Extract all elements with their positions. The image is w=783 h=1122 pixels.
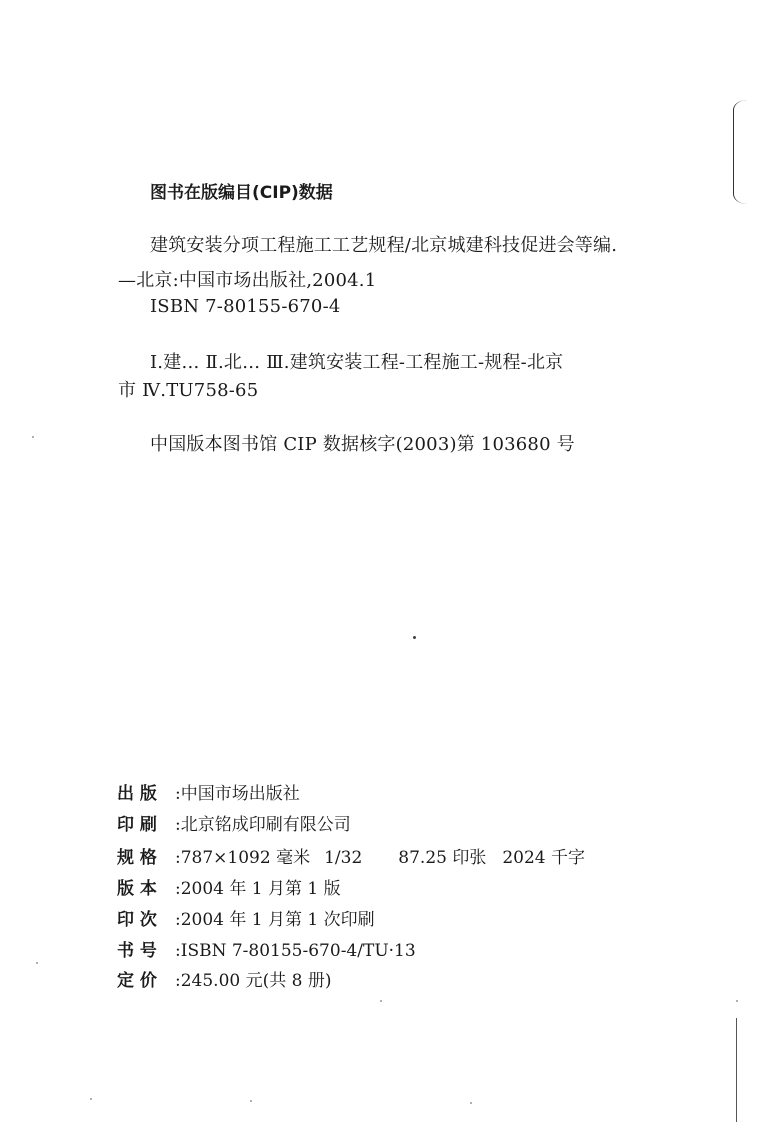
scan-speck	[380, 1000, 382, 1002]
scan-speck	[250, 1100, 252, 1102]
price-label: 定 价	[117, 971, 157, 991]
colophon-format	[117, 843, 585, 868]
colophon-printing	[117, 905, 375, 930]
printing-label: 印 次	[117, 910, 157, 930]
scan-speck	[736, 1000, 738, 1002]
scan-margin-bracket	[733, 100, 750, 204]
format-label: 规 格	[117, 848, 157, 868]
cip-title: 图书在版编目(CIP)数据	[150, 183, 333, 203]
format-value: :787×1092 毫米	[175, 848, 311, 868]
cip-subject-line: Ⅰ.建… Ⅱ.北… Ⅲ.建筑安装工程-工程施工-规程-北京	[150, 352, 564, 373]
colophon-edition	[117, 874, 341, 899]
scan-speck	[90, 1098, 92, 1100]
scan-edge-line	[736, 1018, 737, 1122]
edition-label: 版 本	[117, 879, 157, 899]
format-sheets: 87.25 印张	[398, 848, 487, 868]
publisher-value: :中国市场出版社	[175, 784, 300, 804]
colophon-publisher	[117, 779, 300, 804]
format-size: 1/32	[324, 848, 363, 868]
scan-speck	[32, 436, 34, 438]
scan-speck	[36, 962, 38, 964]
scan-speck	[470, 1102, 472, 1104]
price-value: :245.00 元(共 8 册)	[175, 971, 332, 991]
isbn-label: 书 号	[117, 941, 157, 961]
cip-publication-line: —北京:中国市场出版社,2004.1	[118, 270, 377, 291]
cip-classification-line: 市 Ⅳ.TU758-65	[118, 380, 259, 401]
colophon-isbn	[117, 936, 416, 961]
scan-dot	[413, 636, 416, 639]
cip-isbn-line: ISBN 7-80155-670-4	[150, 296, 341, 317]
colophon-price	[117, 966, 332, 991]
cip-book-title-line: 建筑安装分项工程施工工艺规程/北京城建科技促进会等编.	[150, 235, 618, 256]
printing-value: :2004 年 1 月第 1 次印刷	[175, 910, 375, 930]
publisher-label: 出 版	[117, 784, 157, 804]
cip-record-number-line: 中国版本图书馆 CIP 数据核字(2003)第 103680 号	[150, 434, 575, 455]
isbn-value: :ISBN 7-80155-670-4/TU·13	[175, 941, 416, 961]
colophon-printer	[117, 810, 351, 835]
edition-value: :2004 年 1 月第 1 版	[175, 879, 341, 899]
format-words: 2024 千字	[502, 848, 586, 868]
printer-label: 印 刷	[117, 815, 157, 835]
printer-value: :北京铭成印刷有限公司	[175, 815, 351, 835]
